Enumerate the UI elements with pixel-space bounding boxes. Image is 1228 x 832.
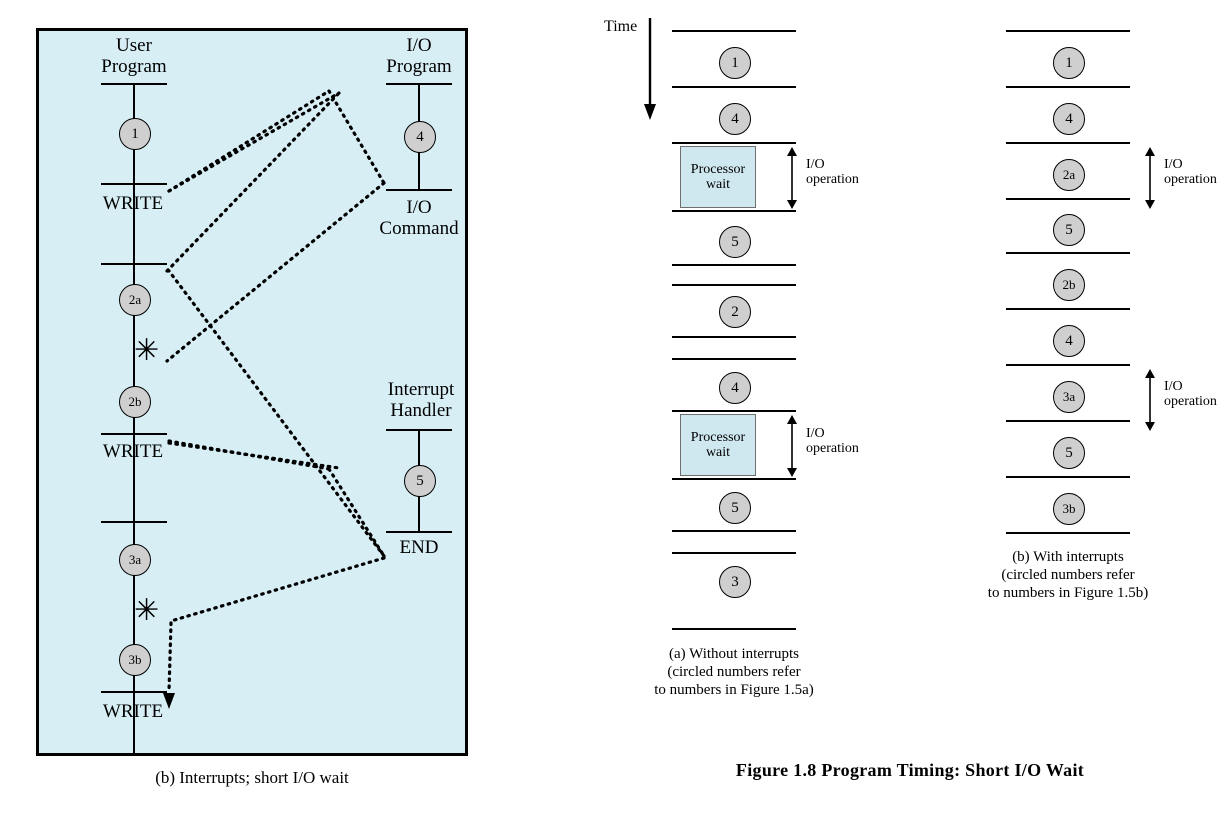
col-b-line-9 xyxy=(1006,532,1130,534)
end-label: END xyxy=(399,537,439,558)
user-circle-3a: 3a xyxy=(119,544,151,576)
left-panel-caption: (b) Interrupts; short I/O wait xyxy=(155,768,349,787)
user-write-1: WRITE xyxy=(102,193,164,214)
col-b-circle-4b: 4 xyxy=(1053,325,1085,357)
col-b-line-3 xyxy=(1006,198,1130,200)
col-b-line-7 xyxy=(1006,420,1130,422)
col-b-line-8 xyxy=(1006,476,1130,478)
col-b-circle-1: 1 xyxy=(1053,47,1085,79)
time-axis-label: Time xyxy=(604,18,638,35)
col-a-line-8 xyxy=(672,410,796,412)
col-a-line-5 xyxy=(672,284,796,286)
col-b-circle-5: 5 xyxy=(1053,214,1085,246)
col-a-line-3 xyxy=(672,210,796,212)
figure-caption: Figure 1.8 Program Timing: Short I/O Wait xyxy=(735,760,1085,780)
io-program-label: I/O Program xyxy=(386,35,452,77)
col-b-caption-l2: (circled numbers refer xyxy=(1001,567,1135,583)
col-a-circle-4b: 4 xyxy=(719,372,751,404)
col-a-line-7 xyxy=(672,358,796,360)
col-a-wait-1-label: Processor wait xyxy=(690,162,746,192)
col-a-caption-l3: to numbers in Figure 1.5a) xyxy=(654,682,814,698)
col-a-line-10 xyxy=(672,530,796,532)
col-b-line-1 xyxy=(1006,86,1130,88)
col-b-circle-5b: 5 xyxy=(1053,437,1085,469)
user-write-2: WRITE xyxy=(102,441,164,462)
col-a-processor-wait-2 xyxy=(680,414,756,476)
interrupt-handler-label: Interrupt Handler xyxy=(387,379,455,421)
col-a-processor-wait-1 xyxy=(680,146,756,208)
user-circle-2a: 2a xyxy=(119,284,151,316)
col-a-circle-4: 4 xyxy=(719,103,751,135)
col-b-line-5 xyxy=(1006,308,1130,310)
user-circle-1: 1 xyxy=(119,118,151,150)
col-a-circle-5b: 5 xyxy=(719,492,751,524)
column-a-caption xyxy=(578,645,890,699)
user-circle-2b: 2b xyxy=(119,386,151,418)
col-a-line-1 xyxy=(672,86,796,88)
user-write-3: WRITE xyxy=(102,701,164,722)
time-arrow xyxy=(640,14,700,134)
col-b-line-2 xyxy=(1006,142,1130,144)
col-a-line-4 xyxy=(672,264,796,266)
col-b-line-6 xyxy=(1006,364,1130,366)
col-a-circle-2: 2 xyxy=(719,296,751,328)
col-b-io-arrow-1 xyxy=(1140,147,1160,209)
col-b-caption-l1: (b) With interrupts xyxy=(1012,549,1124,565)
col-b-circle-3a: 3a xyxy=(1053,381,1085,413)
col-a-line-9 xyxy=(672,478,796,480)
col-a-io-arrow-1 xyxy=(782,147,802,209)
user-program-label: User Program xyxy=(101,35,167,77)
col-a-line-0 xyxy=(672,30,796,32)
col-b-line-4 xyxy=(1006,252,1130,254)
column-b-caption xyxy=(912,548,1224,602)
col-a-circle-1: 1 xyxy=(719,47,751,79)
col-a-circle-3: 3 xyxy=(719,566,751,598)
control-flow-arrows xyxy=(39,31,471,759)
col-a-caption-l2: (circled numbers refer xyxy=(667,664,801,680)
io-command-label: I/O Command xyxy=(379,197,459,239)
col-b-line-0 xyxy=(1006,30,1130,32)
col-b-io-label-2: I/O operation xyxy=(1164,379,1217,409)
col-b-circle-2a: 2a xyxy=(1053,159,1085,191)
col-b-io-arrow-2 xyxy=(1140,369,1160,431)
col-b-circle-3b: 3b xyxy=(1053,493,1085,525)
io-program-circle-4: 4 xyxy=(404,121,436,153)
arrowhead-down xyxy=(163,693,175,709)
col-a-line-12 xyxy=(672,628,796,630)
col-b-circle-4: 4 xyxy=(1053,103,1085,135)
col-a-caption-l1: (a) Without interrupts xyxy=(669,646,799,662)
col-a-io-arrow-2 xyxy=(782,415,802,477)
col-b-caption-l3: to numbers in Figure 1.5b) xyxy=(987,585,1149,601)
interrupt-star-2: ✳ xyxy=(134,593,160,628)
col-a-line-2 xyxy=(672,142,796,144)
col-a-io-label-2: I/O operation xyxy=(806,426,859,456)
interrupt-star-1: ✳ xyxy=(134,333,160,368)
left-panel-interrupts-short-io xyxy=(36,28,468,756)
user-circle-3b: 3b xyxy=(119,644,151,676)
col-a-io-label-1: I/O operation xyxy=(806,157,859,187)
col-b-io-label-1: I/O operation xyxy=(1164,157,1217,187)
col-a-circle-5: 5 xyxy=(719,226,751,258)
col-a-wait-2-label: Processor wait xyxy=(690,430,746,460)
col-b-circle-2b: 2b xyxy=(1053,269,1085,301)
handler-circle-5: 5 xyxy=(404,465,436,497)
col-a-line-11 xyxy=(672,552,796,554)
col-a-line-6 xyxy=(672,336,796,338)
